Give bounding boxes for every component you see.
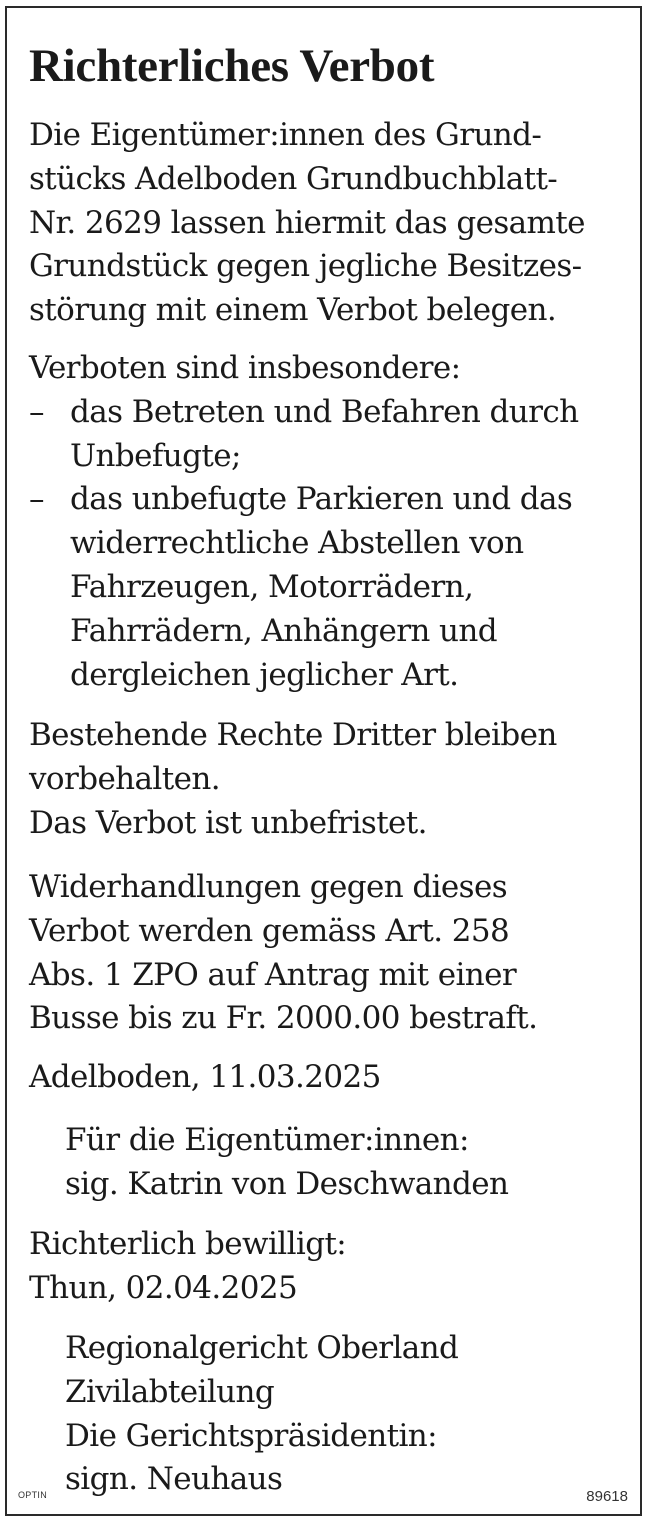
notice-frame bbox=[5, 6, 642, 1516]
list-dash: – bbox=[29, 481, 44, 518]
prohibition-item bbox=[29, 478, 578, 697]
prohibition-line: das Betreten und Befahren durch bbox=[70, 393, 579, 430]
intro-paragraph bbox=[29, 114, 585, 333]
list-dash: – bbox=[29, 393, 44, 430]
prohibition-line: Unbefugte; bbox=[70, 437, 241, 474]
footer-publisher: OPTIN bbox=[18, 1490, 48, 1500]
penalty-line: Verbot werden gemäss Art. 258 bbox=[29, 912, 510, 949]
court-line: Zivilabteilung bbox=[65, 1373, 275, 1410]
place-date: Adelboden, 11.03.2025 bbox=[29, 1059, 381, 1095]
footer-ad-number: 89618 bbox=[586, 1488, 628, 1505]
penalty-line: Abs. 1 ZPO auf Antrag mit einer bbox=[29, 956, 517, 993]
court-signature bbox=[29, 1327, 458, 1502]
prohibitions-section bbox=[29, 347, 578, 697]
court-line: Regionalgericht Oberland bbox=[65, 1330, 459, 1366]
prohibition-line: dergleichen jeglicher Art. bbox=[70, 656, 459, 693]
court-line: sign. Neuhaus bbox=[65, 1461, 283, 1498]
intro-line: stücks Adelboden Grundbuchblatt- bbox=[29, 160, 558, 197]
rights-line: Das Verbot ist unbefristet. bbox=[29, 804, 427, 841]
penalty-line: Busse bis zu Fr. 2000.00 bestraft. bbox=[29, 1000, 538, 1037]
prohibition-line: widerrechtliche Abstellen von bbox=[70, 525, 524, 562]
approval-line: Thun, 02.04.2025 bbox=[29, 1269, 298, 1306]
court-line: Die Gerichtspräsidentin: bbox=[65, 1417, 438, 1454]
intro-line: Nr. 2629 lassen hiermit das gesamte bbox=[29, 204, 585, 241]
notice-title: Richterliches Verbot bbox=[29, 40, 435, 92]
intro-line: Die Eigentümer:innen des Grund- bbox=[29, 117, 542, 153]
intro-line: Grundstück gegen jegliche Besitzes- bbox=[29, 248, 582, 285]
prohibitions-heading: Verboten sind insbesondere: bbox=[29, 350, 461, 386]
prohibition-item bbox=[29, 391, 578, 479]
approval-paragraph bbox=[29, 1223, 346, 1311]
prohibition-line: Fahrrädern, Anhängern und bbox=[70, 612, 498, 649]
prohibition-line: das unbefugte Parkieren und das bbox=[70, 481, 573, 518]
penalty-line: Widerhandlungen gegen dieses bbox=[29, 869, 508, 905]
rights-paragraph bbox=[29, 714, 557, 845]
rights-line: vorbehalten. bbox=[29, 760, 220, 797]
prohibition-line: Fahrzeugen, Motorrädern, bbox=[70, 568, 474, 605]
owners-signature-line: sig. Katrin von Deschwanden bbox=[65, 1165, 509, 1202]
owners-signature-line: Für die Eigentümer:innen: bbox=[65, 1122, 469, 1158]
rights-line: Bestehende Rechte Dritter bleiben bbox=[29, 717, 557, 753]
intro-line: störung mit einem Verbot belegen. bbox=[29, 292, 557, 329]
approval-line: Richterlich bewilligt: bbox=[29, 1226, 347, 1262]
owners-signature bbox=[29, 1119, 508, 1207]
penalty-paragraph bbox=[29, 866, 537, 1041]
